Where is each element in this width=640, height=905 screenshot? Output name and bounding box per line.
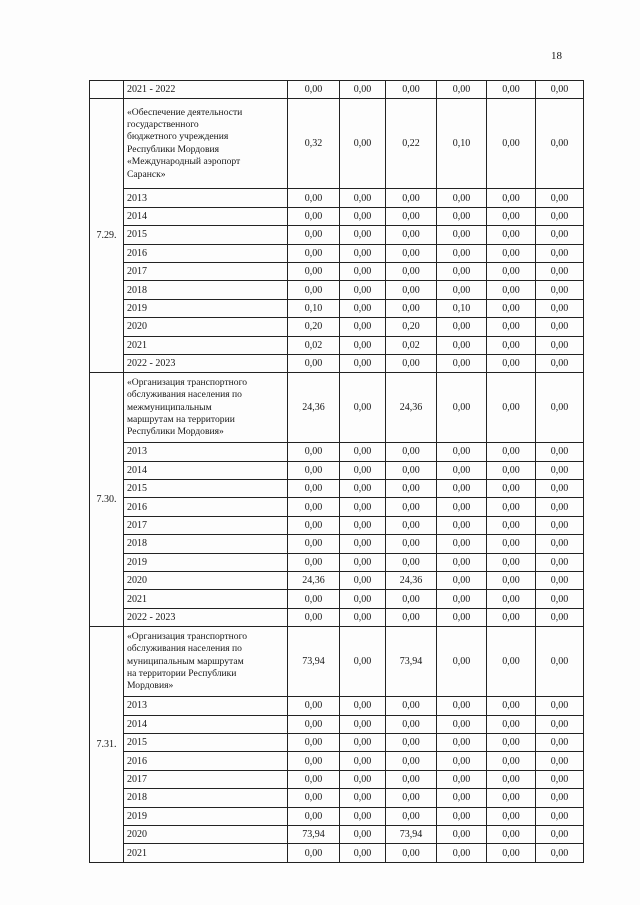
value-cell: 0,00 — [437, 715, 487, 733]
value-cell: 0,00 — [386, 81, 437, 99]
value-cell: 24,36 — [386, 572, 437, 590]
value-cell: 0,00 — [536, 752, 584, 770]
value-cell: 0,00 — [487, 572, 536, 590]
value-cell: 0,00 — [536, 318, 584, 336]
value-cell: 0,00 — [487, 443, 536, 461]
section-total-cell: 0,00 — [437, 373, 487, 443]
section-title-line: обслуживания населения по — [127, 389, 242, 401]
value-cell: 0,00 — [437, 354, 487, 372]
value-cell: 0,00 — [487, 244, 536, 262]
value-cell: 0,00 — [536, 207, 584, 225]
value-cell: 0,00 — [340, 461, 386, 479]
value-cell: 0,00 — [437, 461, 487, 479]
value-cell: 0,00 — [487, 733, 536, 751]
value-cell: 0,00 — [487, 207, 536, 225]
value-cell: 0,00 — [437, 608, 487, 626]
value-cell: 0,00 — [288, 608, 340, 626]
value-cell: 0,20 — [288, 318, 340, 336]
table-row — [90, 262, 584, 280]
value-cell: 0,00 — [386, 226, 437, 244]
section-title-line: Саранск» — [127, 168, 166, 180]
value-cell: 0,00 — [288, 789, 340, 807]
table-row — [90, 715, 584, 733]
table-row — [90, 207, 584, 225]
value-cell: 0,00 — [437, 189, 487, 207]
value-cell: 0,00 — [487, 516, 536, 534]
value-cell: 0,00 — [536, 336, 584, 354]
section-code: 7.29. — [90, 99, 124, 373]
table-row — [90, 697, 584, 715]
value-cell: 0,00 — [487, 697, 536, 715]
section-title-line: маршрутам на территории — [127, 414, 235, 425]
value-cell: 0,20 — [386, 318, 437, 336]
value-cell: 0,00 — [386, 207, 437, 225]
value-cell: 0,00 — [437, 733, 487, 751]
value-cell: 0,00 — [386, 281, 437, 299]
period-label: 2015 — [124, 226, 288, 244]
section-total-cell: 73,94 — [288, 627, 340, 697]
value-cell: 0,00 — [536, 244, 584, 262]
value-cell: 0,00 — [288, 770, 340, 788]
table-row — [90, 318, 584, 336]
value-cell: 0,00 — [386, 189, 437, 207]
value-cell: 0,00 — [536, 789, 584, 807]
period-label: 2021 — [124, 844, 288, 862]
table-row — [90, 299, 584, 317]
value-cell: 0,00 — [437, 480, 487, 498]
value-cell: 0,00 — [340, 189, 386, 207]
value-cell: 0,00 — [437, 336, 487, 354]
value-cell: 0,00 — [288, 226, 340, 244]
value-cell: 0,00 — [340, 354, 386, 372]
section-total-cell: 0,22 — [386, 99, 437, 189]
section-title-line: «Организация транспортного — [127, 630, 248, 642]
value-cell: 0,00 — [386, 807, 437, 825]
section-title-line: межмуниципальным — [127, 401, 212, 413]
table-row — [90, 461, 584, 479]
value-cell: 0,00 — [536, 443, 584, 461]
value-cell: 0,00 — [340, 516, 386, 534]
table-row — [90, 480, 584, 498]
value-cell: 24,36 — [288, 572, 340, 590]
section-title-line: Республики Мордовия — [127, 143, 220, 155]
value-cell: 0,00 — [437, 844, 487, 862]
period-label: 2020 — [124, 318, 288, 336]
value-cell: 0,00 — [536, 553, 584, 571]
value-cell: 0,00 — [340, 752, 386, 770]
value-cell: 0,00 — [386, 844, 437, 862]
value-cell: 0,00 — [386, 770, 437, 788]
value-cell: 0,00 — [487, 189, 536, 207]
value-cell: 0,00 — [340, 807, 386, 825]
table-row — [90, 553, 584, 571]
value-cell: 0,00 — [340, 608, 386, 626]
value-cell: 0,00 — [340, 443, 386, 461]
value-cell: 0,00 — [340, 244, 386, 262]
value-cell: 0,00 — [288, 244, 340, 262]
value-cell: 0,00 — [340, 207, 386, 225]
value-cell: 0,00 — [386, 608, 437, 626]
table-row — [90, 535, 584, 553]
section-title — [124, 99, 288, 189]
table-row — [90, 733, 584, 751]
value-cell: 0,00 — [437, 281, 487, 299]
section-total-cell: 24,36 — [386, 373, 437, 443]
value-cell: 0,00 — [437, 207, 487, 225]
value-cell: 0,00 — [487, 608, 536, 626]
value-cell: 0,00 — [288, 461, 340, 479]
value-cell: 0,00 — [340, 844, 386, 862]
value-cell: 0,00 — [536, 535, 584, 553]
value-cell: 0,00 — [487, 553, 536, 571]
value-cell: 0,00 — [386, 299, 437, 317]
value-cell: 0,00 — [340, 336, 386, 354]
budget-table — [89, 80, 584, 863]
value-cell: 0,00 — [340, 535, 386, 553]
period-label: 2020 — [124, 572, 288, 590]
value-cell: 0,00 — [536, 770, 584, 788]
value-cell: 0,00 — [487, 498, 536, 516]
value-cell: 0,00 — [487, 807, 536, 825]
page-number: 18 — [551, 50, 562, 62]
value-cell: 0,00 — [288, 498, 340, 516]
section-title-line: Мордовия» — [127, 680, 174, 692]
table-row — [90, 226, 584, 244]
value-cell: 0,00 — [536, 189, 584, 207]
value-cell: 0,00 — [536, 807, 584, 825]
section-total-cell: 0,10 — [437, 99, 487, 189]
section-total-cell: 0,00 — [487, 99, 536, 189]
value-cell: 0,00 — [536, 81, 584, 99]
period-label: 2021 — [124, 336, 288, 354]
value-cell: 0,00 — [340, 81, 386, 99]
section-title-line: «Обеспечение деятельности — [127, 106, 243, 118]
value-cell: 0,00 — [487, 299, 536, 317]
value-cell: 0,00 — [437, 590, 487, 608]
value-cell: 0,00 — [340, 299, 386, 317]
value-cell: 0,00 — [386, 535, 437, 553]
value-cell: 0,00 — [288, 480, 340, 498]
value-cell: 0,00 — [536, 461, 584, 479]
value-cell: 73,94 — [386, 825, 437, 843]
value-cell: 0,00 — [386, 461, 437, 479]
section-header-row — [90, 99, 584, 189]
value-cell: 0,00 — [536, 299, 584, 317]
section-total-cell: 0,00 — [340, 373, 386, 443]
value-cell: 0,00 — [487, 281, 536, 299]
value-cell: 0,00 — [340, 318, 386, 336]
value-cell: 0,00 — [386, 752, 437, 770]
section-total-cell: 0,00 — [536, 99, 584, 189]
value-cell: 0,00 — [340, 498, 386, 516]
period-label: 2013 — [124, 697, 288, 715]
value-cell: 0,00 — [487, 81, 536, 99]
value-cell: 0,00 — [288, 733, 340, 751]
value-cell: 0,00 — [386, 553, 437, 571]
value-cell: 0,00 — [437, 553, 487, 571]
table-row — [90, 281, 584, 299]
value-cell: 0,00 — [536, 498, 584, 516]
value-cell: 0,00 — [536, 354, 584, 372]
value-cell: 0,10 — [288, 299, 340, 317]
value-cell: 0,00 — [437, 752, 487, 770]
value-cell: 0,00 — [386, 498, 437, 516]
value-cell: 0,00 — [288, 715, 340, 733]
value-cell: 0,00 — [487, 480, 536, 498]
value-cell: 0,00 — [340, 480, 386, 498]
value-cell: 0,00 — [437, 697, 487, 715]
period-label: 2021 - 2022 — [124, 81, 288, 99]
value-cell: 0,00 — [536, 825, 584, 843]
value-cell: 0,00 — [288, 697, 340, 715]
value-cell: 0,00 — [340, 281, 386, 299]
section-header-row — [90, 627, 584, 697]
section-total-cell: 0,00 — [536, 627, 584, 697]
section-title — [124, 627, 288, 697]
period-label: 2017 — [124, 262, 288, 280]
period-label: 2019 — [124, 299, 288, 317]
section-code: 7.30. — [90, 373, 124, 627]
value-cell: 0,00 — [437, 226, 487, 244]
value-cell: 0,00 — [288, 535, 340, 553]
value-cell: 0,00 — [288, 516, 340, 534]
value-cell: 0,00 — [487, 318, 536, 336]
value-cell: 0,00 — [340, 733, 386, 751]
value-cell: 0,00 — [288, 354, 340, 372]
value-cell: 0,00 — [288, 807, 340, 825]
table-row — [90, 189, 584, 207]
section-title-line: «Организация транспортного — [127, 376, 248, 388]
period-label: 2019 — [124, 807, 288, 825]
value-cell: 0,00 — [340, 770, 386, 788]
value-cell: 0,00 — [288, 189, 340, 207]
value-cell: 0,00 — [437, 789, 487, 807]
value-cell: 0,00 — [288, 590, 340, 608]
value-cell: 0,00 — [487, 262, 536, 280]
value-cell: 0,00 — [437, 244, 487, 262]
section-total-cell: 24,36 — [288, 373, 340, 443]
section-total-cell: 0,00 — [487, 627, 536, 697]
section-title-line: государственного — [127, 119, 199, 131]
value-cell: 0,00 — [487, 590, 536, 608]
section-title-line: муниципальным маршрутам — [127, 655, 244, 667]
value-cell: 0,00 — [536, 281, 584, 299]
value-cell: 0,00 — [340, 262, 386, 280]
value-cell: 0,00 — [288, 844, 340, 862]
section-total-cell: 0,00 — [340, 99, 386, 189]
value-cell: 0,00 — [487, 535, 536, 553]
period-label: 2016 — [124, 244, 288, 262]
value-cell: 0,00 — [536, 480, 584, 498]
table-row — [90, 770, 584, 788]
section-title-line: «Международный аэропорт — [127, 156, 241, 168]
table-row — [90, 572, 584, 590]
period-label: 2018 — [124, 535, 288, 553]
period-label: 2016 — [124, 752, 288, 770]
period-label: 2022 - 2023 — [124, 354, 288, 372]
value-cell: 0,00 — [386, 244, 437, 262]
value-cell: 0,02 — [386, 336, 437, 354]
period-label: 2015 — [124, 480, 288, 498]
value-cell: 0,00 — [437, 770, 487, 788]
section-code: 7.31. — [90, 627, 124, 863]
section-title-line: обслуживания населения по — [127, 643, 242, 655]
value-cell: 0,00 — [536, 262, 584, 280]
value-cell: 0,00 — [288, 752, 340, 770]
value-cell: 0,00 — [386, 443, 437, 461]
code-cell — [90, 81, 124, 99]
value-cell: 0,00 — [437, 807, 487, 825]
value-cell: 0,00 — [536, 844, 584, 862]
value-cell: 0,00 — [386, 354, 437, 372]
period-label: 2016 — [124, 498, 288, 516]
section-title-line: на территории Республики — [127, 667, 237, 679]
value-cell: 0,00 — [487, 844, 536, 862]
section-total-cell: 0,32 — [288, 99, 340, 189]
section-title — [124, 373, 288, 443]
value-cell: 0,00 — [437, 262, 487, 280]
period-label: 2018 — [124, 281, 288, 299]
value-cell: 0,00 — [487, 752, 536, 770]
section-total-cell: 0,00 — [487, 373, 536, 443]
value-cell: 0,10 — [437, 299, 487, 317]
table-row — [90, 807, 584, 825]
value-cell: 73,94 — [288, 825, 340, 843]
period-label: 2014 — [124, 461, 288, 479]
value-cell: 0,00 — [340, 715, 386, 733]
value-cell: 0,00 — [437, 443, 487, 461]
value-cell: 0,00 — [487, 226, 536, 244]
value-cell: 0,00 — [288, 81, 340, 99]
period-label: 2015 — [124, 733, 288, 751]
table-row — [90, 844, 584, 862]
value-cell: 0,00 — [288, 443, 340, 461]
value-cell: 0,00 — [340, 226, 386, 244]
value-cell: 0,00 — [487, 789, 536, 807]
period-label: 2017 — [124, 770, 288, 788]
value-cell: 0,00 — [487, 825, 536, 843]
period-label: 2018 — [124, 789, 288, 807]
section-header-row — [90, 373, 584, 443]
table-row — [90, 789, 584, 807]
value-cell: 0,00 — [536, 697, 584, 715]
period-label: 2014 — [124, 715, 288, 733]
table-row — [90, 590, 584, 608]
value-cell: 0,00 — [487, 715, 536, 733]
value-cell: 0,00 — [386, 262, 437, 280]
period-label: 2014 — [124, 207, 288, 225]
period-label: 2022 - 2023 — [124, 608, 288, 626]
value-cell: 0,00 — [437, 498, 487, 516]
section-title-line: бюджетного учреждения — [127, 131, 229, 143]
value-cell: 0,00 — [437, 516, 487, 534]
value-cell: 0,00 — [288, 207, 340, 225]
value-cell: 0,00 — [437, 81, 487, 99]
value-cell: 0,00 — [340, 590, 386, 608]
value-cell: 0,00 — [386, 733, 437, 751]
value-cell: 0,00 — [437, 535, 487, 553]
table-row — [90, 336, 584, 354]
section-total-cell: 73,94 — [386, 627, 437, 697]
value-cell: 0,00 — [536, 572, 584, 590]
value-cell: 0,00 — [437, 318, 487, 336]
value-cell: 0,00 — [340, 789, 386, 807]
value-cell: 0,00 — [386, 715, 437, 733]
value-cell: 0,00 — [437, 572, 487, 590]
table-row — [90, 354, 584, 372]
table-row — [90, 752, 584, 770]
table-row — [90, 81, 584, 99]
value-cell: 0,00 — [487, 461, 536, 479]
value-cell: 0,00 — [536, 516, 584, 534]
value-cell: 0,00 — [386, 590, 437, 608]
value-cell: 0,00 — [536, 733, 584, 751]
value-cell: 0,00 — [288, 281, 340, 299]
value-cell: 0,00 — [386, 697, 437, 715]
value-cell: 0,00 — [386, 789, 437, 807]
period-label: 2019 — [124, 553, 288, 571]
value-cell: 0,02 — [288, 336, 340, 354]
period-label: 2013 — [124, 443, 288, 461]
period-label: 2020 — [124, 825, 288, 843]
value-cell: 0,00 — [340, 825, 386, 843]
table-row — [90, 443, 584, 461]
period-label: 2013 — [124, 189, 288, 207]
section-total-cell: 0,00 — [340, 627, 386, 697]
value-cell: 0,00 — [288, 553, 340, 571]
value-cell: 0,00 — [386, 480, 437, 498]
period-label: 2021 — [124, 590, 288, 608]
section-total-cell: 0,00 — [437, 627, 487, 697]
value-cell: 0,00 — [288, 262, 340, 280]
value-cell: 0,00 — [487, 336, 536, 354]
value-cell: 0,00 — [536, 715, 584, 733]
value-cell: 0,00 — [340, 553, 386, 571]
table-row — [90, 608, 584, 626]
table-row — [90, 516, 584, 534]
period-label: 2017 — [124, 516, 288, 534]
value-cell: 0,00 — [536, 608, 584, 626]
value-cell: 0,00 — [340, 572, 386, 590]
table-row — [90, 498, 584, 516]
value-cell: 0,00 — [536, 590, 584, 608]
section-title-line: Республики Мордовия» — [127, 426, 224, 438]
value-cell: 0,00 — [386, 516, 437, 534]
table-row — [90, 244, 584, 262]
value-cell: 0,00 — [437, 825, 487, 843]
section-total-cell: 0,00 — [536, 373, 584, 443]
value-cell: 0,00 — [536, 226, 584, 244]
table-row — [90, 825, 584, 843]
value-cell: 0,00 — [487, 770, 536, 788]
value-cell: 0,00 — [487, 354, 536, 372]
value-cell: 0,00 — [340, 697, 386, 715]
